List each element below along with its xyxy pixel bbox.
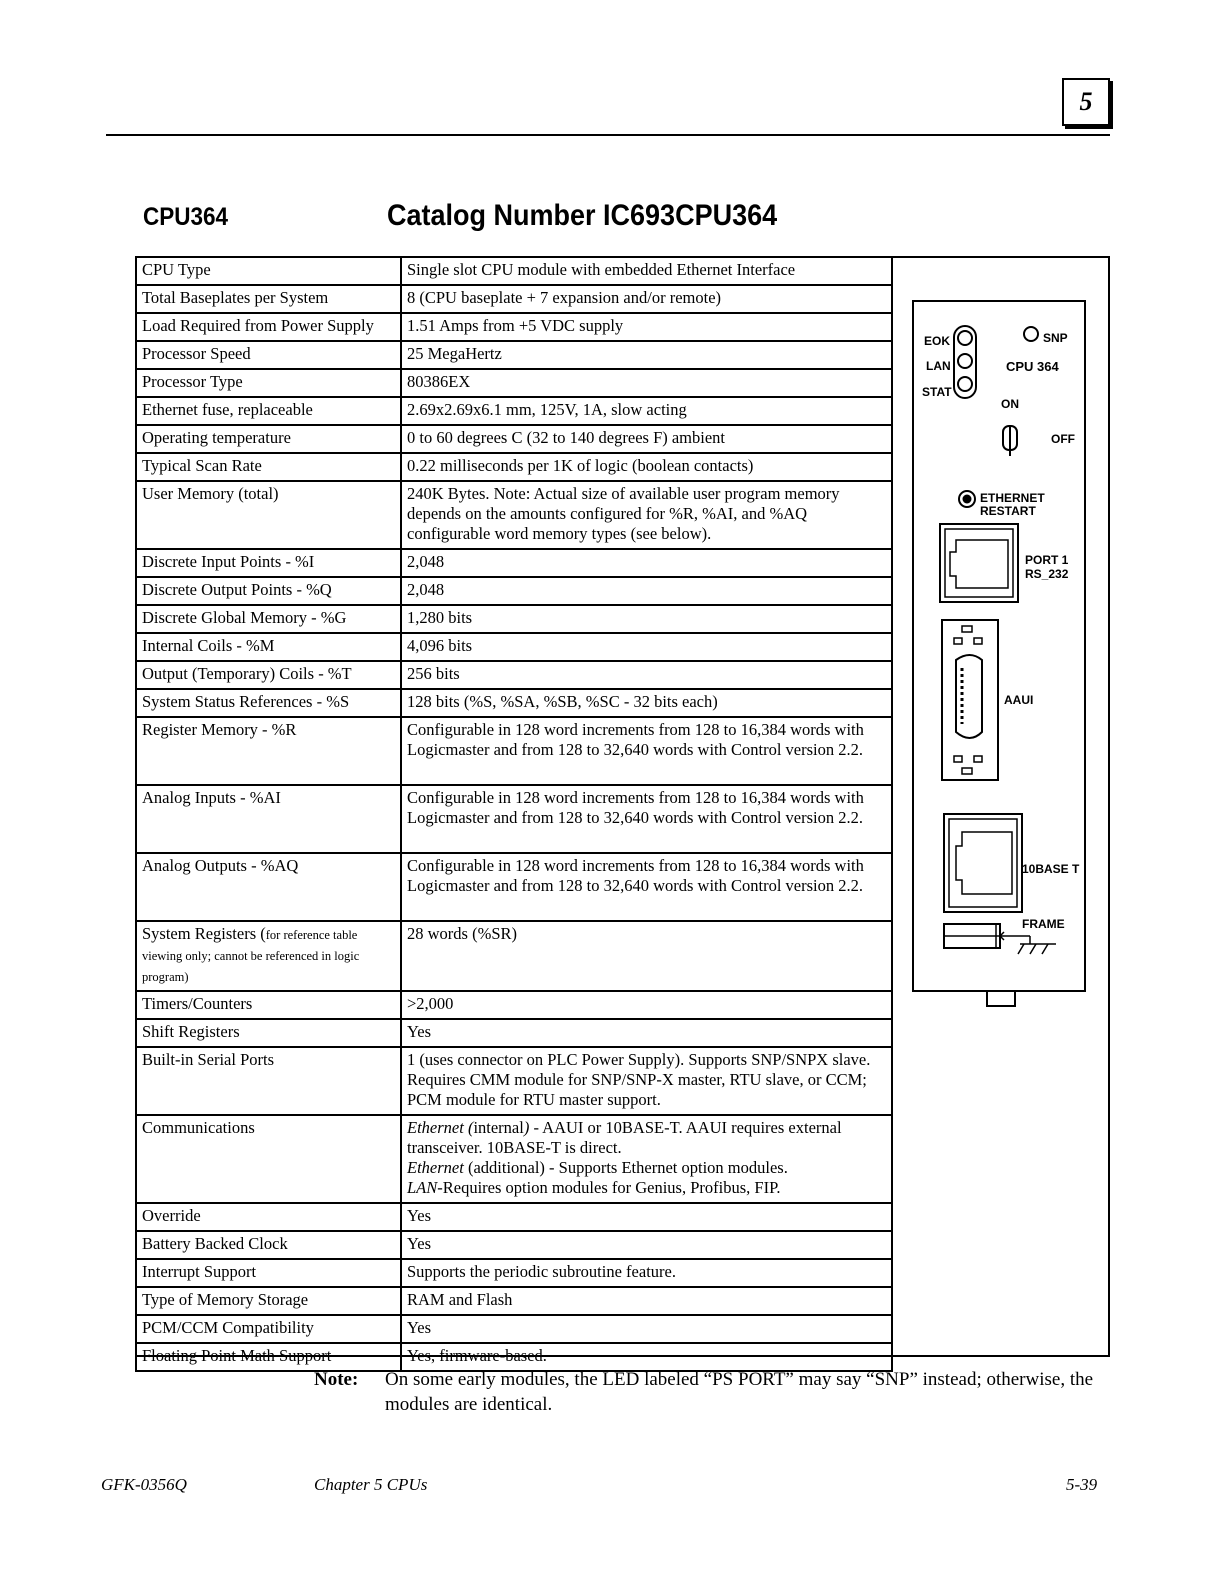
spec-value: Supports the periodic subroutine feature. (401, 1259, 892, 1287)
chapter-number: 5 (1079, 87, 1093, 116)
spec-label: CPU Type (136, 257, 401, 285)
ethernet-label: ETHERNET (980, 491, 1045, 505)
table-row (136, 257, 892, 285)
note-label: Note: (314, 1369, 359, 1390)
snp-led-icon (1024, 327, 1038, 341)
spec-label: Discrete Global Memory - %G (136, 605, 401, 633)
spec-value: 25 MegaHertz (401, 341, 892, 369)
section-heading: CPU364 (143, 203, 229, 231)
table-row (136, 453, 892, 481)
spec-label: Register Memory - %R (136, 717, 401, 785)
spec-label: Built-in Serial Ports (136, 1047, 401, 1115)
comm-eth-close: ) (523, 1118, 530, 1137)
module-latch-icon (986, 990, 1016, 1008)
table-row (136, 549, 892, 577)
spec-label: Analog Inputs - %AI (136, 785, 401, 853)
spec-label: Analog Outputs - %AQ (136, 853, 401, 921)
spec-label: Operating temperature (136, 425, 401, 453)
spec-value: 2,048 (401, 577, 892, 605)
stat-led-icon (958, 377, 972, 391)
comm-ethernet-additional (407, 1158, 886, 1178)
comm-eth-rest: - AAUI or 10BASE-T. AAUI requires external transceiver. 10BASE-T is direct. (407, 1118, 842, 1157)
spec-label: User Memory (total) (136, 481, 401, 549)
spec-label: Timers/Counters (136, 991, 401, 1019)
spec-value: 1,280 bits (401, 605, 892, 633)
table-row (136, 397, 892, 425)
spec-label: Ethernet fuse, replaceable (136, 397, 401, 425)
spec-value: Configurable in 128 word increments from 128 to 16,384 words with Logicmaster and from 128 to 32,640 words with Control version 2.2. (401, 785, 892, 853)
spec-label: Discrete Input Points - %I (136, 549, 401, 577)
comm-eth-term: Ethernet ( (407, 1118, 474, 1137)
chapter-number-box (1062, 78, 1110, 126)
lan-label: LAN (926, 359, 951, 373)
spec-value: Yes (401, 1315, 892, 1343)
rj-port1-icon (940, 524, 1018, 602)
module-drawing (912, 300, 1086, 992)
table-row (136, 921, 892, 991)
spec-label: Shift Registers (136, 1019, 401, 1047)
frame-label: FRAME (1022, 917, 1065, 931)
spec-table (135, 256, 893, 1372)
spec-value: >2,000 (401, 991, 892, 1019)
spec-label: Output (Temporary) Coils - %T (136, 661, 401, 689)
comm-lan-term: LAN (407, 1178, 438, 1197)
spec-label-main: System Registers ( (142, 924, 266, 943)
table-row (136, 853, 892, 921)
table-row (136, 313, 892, 341)
10baset-label: 10BASE T (1022, 862, 1080, 876)
note-text: On some early modules, the LED labeled “PS PORT” may say “SNP” instead; otherwise, the modules are identical. (385, 1369, 1094, 1415)
table-row (136, 1115, 892, 1203)
spec-value: 0.22 milliseconds per 1K of logic (boolean contacts) (401, 453, 892, 481)
footer-chapter: Chapter 5 CPUs (314, 1475, 428, 1494)
spec-label: Total Baseplates per System (136, 285, 401, 313)
spec-label: Battery Backed Clock (136, 1231, 401, 1259)
comm-eth-mid: internal (473, 1118, 524, 1137)
page-title: Catalog Number IC693CPU364 (387, 199, 778, 232)
spec-value: 256 bits (401, 661, 892, 689)
off-label: OFF (1051, 432, 1075, 446)
spec-value: 1.51 Amps from +5 VDC supply (401, 313, 892, 341)
spec-value: 2,048 (401, 549, 892, 577)
on-label: ON (1001, 397, 1019, 411)
spec-label: System Status References - %S (136, 689, 401, 717)
spec-value: Configurable in 128 word increments from 128 to 16,384 words with Logicmaster and from 128 to 32,640 words with Control version 2.2. (401, 717, 892, 785)
spec-value: Yes (401, 1019, 892, 1047)
spec-label: Typical Scan Rate (136, 453, 401, 481)
table-row (136, 1019, 892, 1047)
table-row (136, 369, 892, 397)
spec-label: PCM/CCM Compatibility (136, 1315, 401, 1343)
spec-label: Load Required from Power Supply (136, 313, 401, 341)
table-row (136, 577, 892, 605)
spec-value: Yes (401, 1231, 892, 1259)
spec-value: 2.69x2.69x6.1 mm, 125V, 1A, slow acting (401, 397, 892, 425)
header-rule (106, 134, 1110, 136)
table-row (136, 285, 892, 313)
comm-ethernet-internal (407, 1118, 886, 1158)
spec-value: 28 words (%SR) (401, 921, 892, 991)
table-row (136, 1259, 892, 1287)
port1-label: PORT 1 (1025, 553, 1069, 567)
table-row (136, 1287, 892, 1315)
table-row (136, 633, 892, 661)
table-row (136, 661, 892, 689)
spec-label: Internal Coils - %M (136, 633, 401, 661)
spec-value: 240K Bytes. Note: Actual size of available user program memory depends on the amounts configured for %R, %AI, and %AQ configurable word memory types (see below). (401, 481, 892, 549)
spec-label: Floating Point Math Support (136, 1343, 401, 1371)
spec-label-note: for reference table viewing only; cannot be referenced in logic program) (142, 928, 360, 984)
spec-label: Interrupt Support (136, 1259, 401, 1287)
eok-led-icon (958, 331, 972, 345)
rs232-label: RS_232 (1025, 567, 1069, 581)
aaui-connector-icon (942, 620, 998, 780)
spec-value: Yes (401, 1203, 892, 1231)
footer-page-number: 5-39 (1066, 1475, 1098, 1494)
comm-eth-add-rest: (additional) - Supports Ethernet option modules. (463, 1158, 788, 1177)
spec-value: Configurable in 128 word increments from 128 to 16,384 words with Logicmaster and from 128 to 32,640 words with Control version 2.2. (401, 853, 892, 921)
spec-value: RAM and Flash (401, 1287, 892, 1315)
snp-label: SNP (1043, 331, 1068, 345)
spec-label: Processor Type (136, 369, 401, 397)
spec-value: 80386EX (401, 369, 892, 397)
table-row (136, 425, 892, 453)
table-row (136, 1047, 892, 1115)
table-row (136, 785, 892, 853)
spec-value: 1 (uses connector on PLC Power Supply). Supports SNP/SNPX slave. Requires CMM module for SNP/SNP-X master, RTU slave, or CCM; PCM module for RTU master support. (401, 1047, 892, 1115)
table-row (136, 1231, 892, 1259)
spec-value: 128 bits (%S, %SA, %SB, %SC - 32 bits each) (401, 689, 892, 717)
lan-led-icon (958, 354, 972, 368)
spec-value: 4,096 bits (401, 633, 892, 661)
table-row (136, 689, 892, 717)
spec-value: 8 (CPU baseplate + 7 expansion and/or remote) (401, 285, 892, 313)
table-row (136, 341, 892, 369)
spec-value-communications (401, 1115, 892, 1203)
stat-label: STAT (922, 385, 952, 399)
spec-value: Single slot CPU module with embedded Ethernet Interface (401, 257, 892, 285)
spec-label: Type of Memory Storage (136, 1287, 401, 1315)
eok-label: EOK (924, 334, 951, 348)
rj-10baset-icon (944, 814, 1022, 912)
on-off-switch-icon (1003, 426, 1017, 456)
table-row (136, 991, 892, 1019)
restart-label: RESTART (980, 504, 1036, 518)
spec-label: Communications (136, 1115, 401, 1203)
table-row (136, 1203, 892, 1231)
module-model: CPU 364 (1006, 359, 1059, 374)
table-row (136, 605, 892, 633)
spec-label: Discrete Output Points - %Q (136, 577, 401, 605)
spec-label: Override (136, 1203, 401, 1231)
comm-lan (407, 1178, 886, 1198)
table-row (136, 1315, 892, 1343)
comm-eth-add-term: Ethernet (407, 1158, 464, 1177)
aaui-label: AAUI (1004, 693, 1034, 707)
spec-label (136, 921, 401, 991)
table-row (136, 481, 892, 549)
spec-value: 0 to 60 degrees C (32 to 140 degrees F) ambient (401, 425, 892, 453)
cpu-module-faceplate (912, 300, 1086, 992)
comm-lan-rest: -Requires option modules for Genius, Profibus, FIP. (437, 1178, 781, 1197)
footer-doc-id: GFK-0356Q (101, 1475, 187, 1494)
spec-value: Yes, firmware-based. (401, 1343, 892, 1371)
table-row (136, 717, 892, 785)
spec-label: Processor Speed (136, 341, 401, 369)
